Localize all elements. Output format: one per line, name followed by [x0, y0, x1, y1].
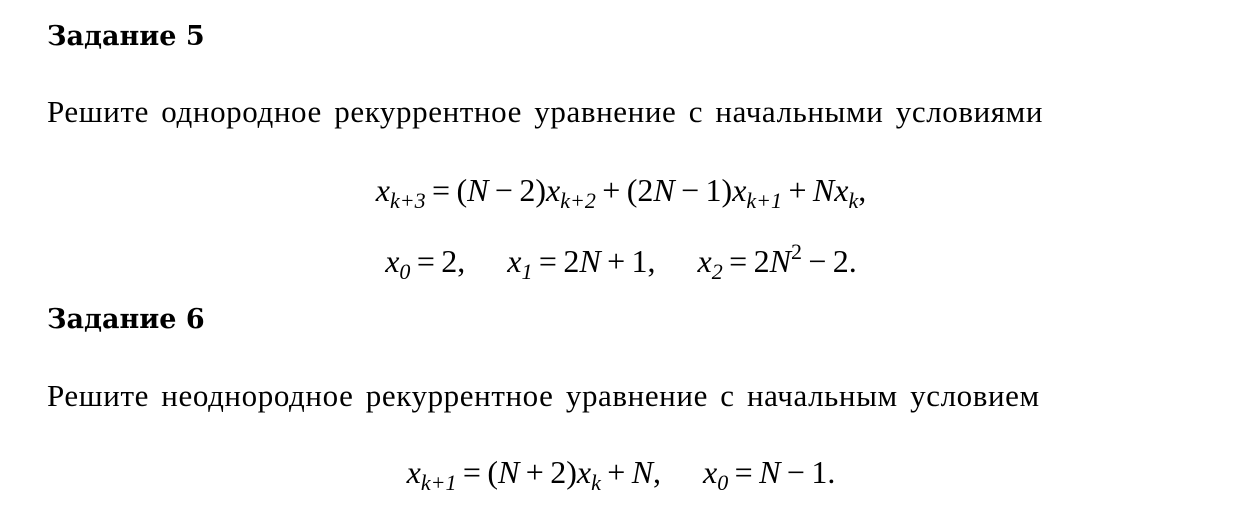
task-6-text: Решите неоднородное рекуррентное уравнение с начальным условием: [47, 378, 1040, 413]
task-5-formula-line1: $x_{k+3} = (N - 2)x_{k+2} + (2N - 1)x_{k+1} + Nx_k$,: [375, 172, 867, 213]
task-5-formula-line2: $x_0 = 2$, $x_1 = 2N + 1$, $x_2 = 2N^2 - 2$.: [385, 239, 857, 284]
task-6-heading: Задание 6: [47, 304, 205, 335]
task-6-formula: $x_{k+1} = (N + 2)x_k + N$, $x_0 = N - 1$.: [406, 454, 836, 495]
task-5-text: Решите однородное рекуррентное уравнение с начальными условиями: [47, 94, 1044, 129]
task-5-heading: Задание 5: [47, 21, 205, 52]
